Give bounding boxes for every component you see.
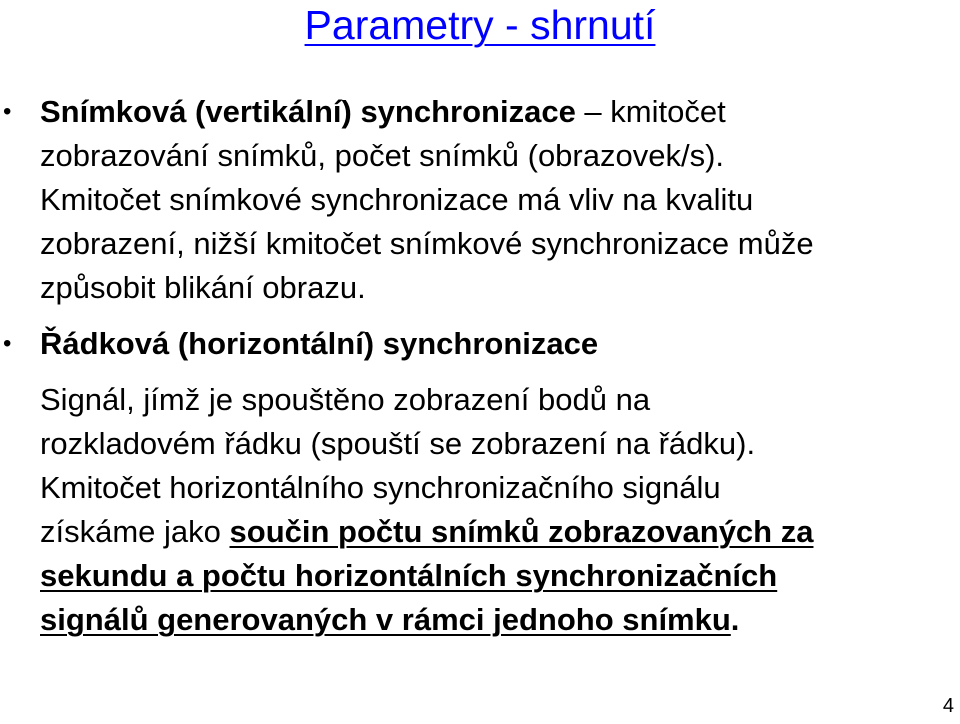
vertical-sync-line2: zobrazování snímků, počet snímků (obrazovek/s). bbox=[40, 138, 725, 173]
line bbox=[40, 598, 955, 642]
section-horizontal-sync-body bbox=[40, 378, 955, 642]
bullet-marker-1: • bbox=[3, 98, 12, 125]
horizontal-sync-line1: Signál, jímž je spouštěno zobrazení bodů na bbox=[40, 382, 651, 417]
bullet-marker-2: • bbox=[3, 330, 12, 357]
horizontal-sync-heading: Řádková (horizontální) synchronizace bbox=[40, 326, 599, 361]
vertical-sync-line3: Kmitočet snímkové synchronizace má vliv na kvalitu bbox=[40, 182, 754, 217]
horizontal-sync-line6-emph: signálů generovaných v rámci jednoho snímku bbox=[40, 602, 731, 637]
horizontal-sync-line5-emph: sekundu a počtu horizontálních synchronizačních bbox=[40, 558, 778, 593]
vertical-sync-line5: způsobit blikání obrazu. bbox=[40, 270, 366, 305]
vertical-sync-line4: zobrazení, nižší kmitočet snímkové synchronizace může bbox=[40, 226, 814, 261]
line bbox=[40, 510, 955, 554]
horizontal-sync-line2: rozkladovém řádku (spouští se zobrazení na řádku). bbox=[40, 426, 756, 461]
horizontal-sync-line6-end: . bbox=[730, 602, 740, 637]
slide-title: Parametry - shrnutí bbox=[304, 2, 656, 48]
section-horizontal-sync-heading bbox=[40, 322, 955, 366]
section-vertical-sync bbox=[40, 90, 955, 310]
vertical-sync-line1-rest: – kmitočet bbox=[575, 94, 726, 129]
horizontal-sync-line4-plain: získáme jako bbox=[40, 514, 230, 549]
vertical-sync-heading: Snímková (vertikální) synchronizace bbox=[40, 94, 576, 129]
horizontal-sync-line3: Kmitočet horizontálního synchronizačního signálu bbox=[40, 470, 721, 505]
page-number: 4 bbox=[942, 695, 954, 717]
line bbox=[40, 90, 955, 134]
horizontal-sync-line4-emph: součin počtu snímků zobrazovaných za bbox=[229, 514, 814, 549]
